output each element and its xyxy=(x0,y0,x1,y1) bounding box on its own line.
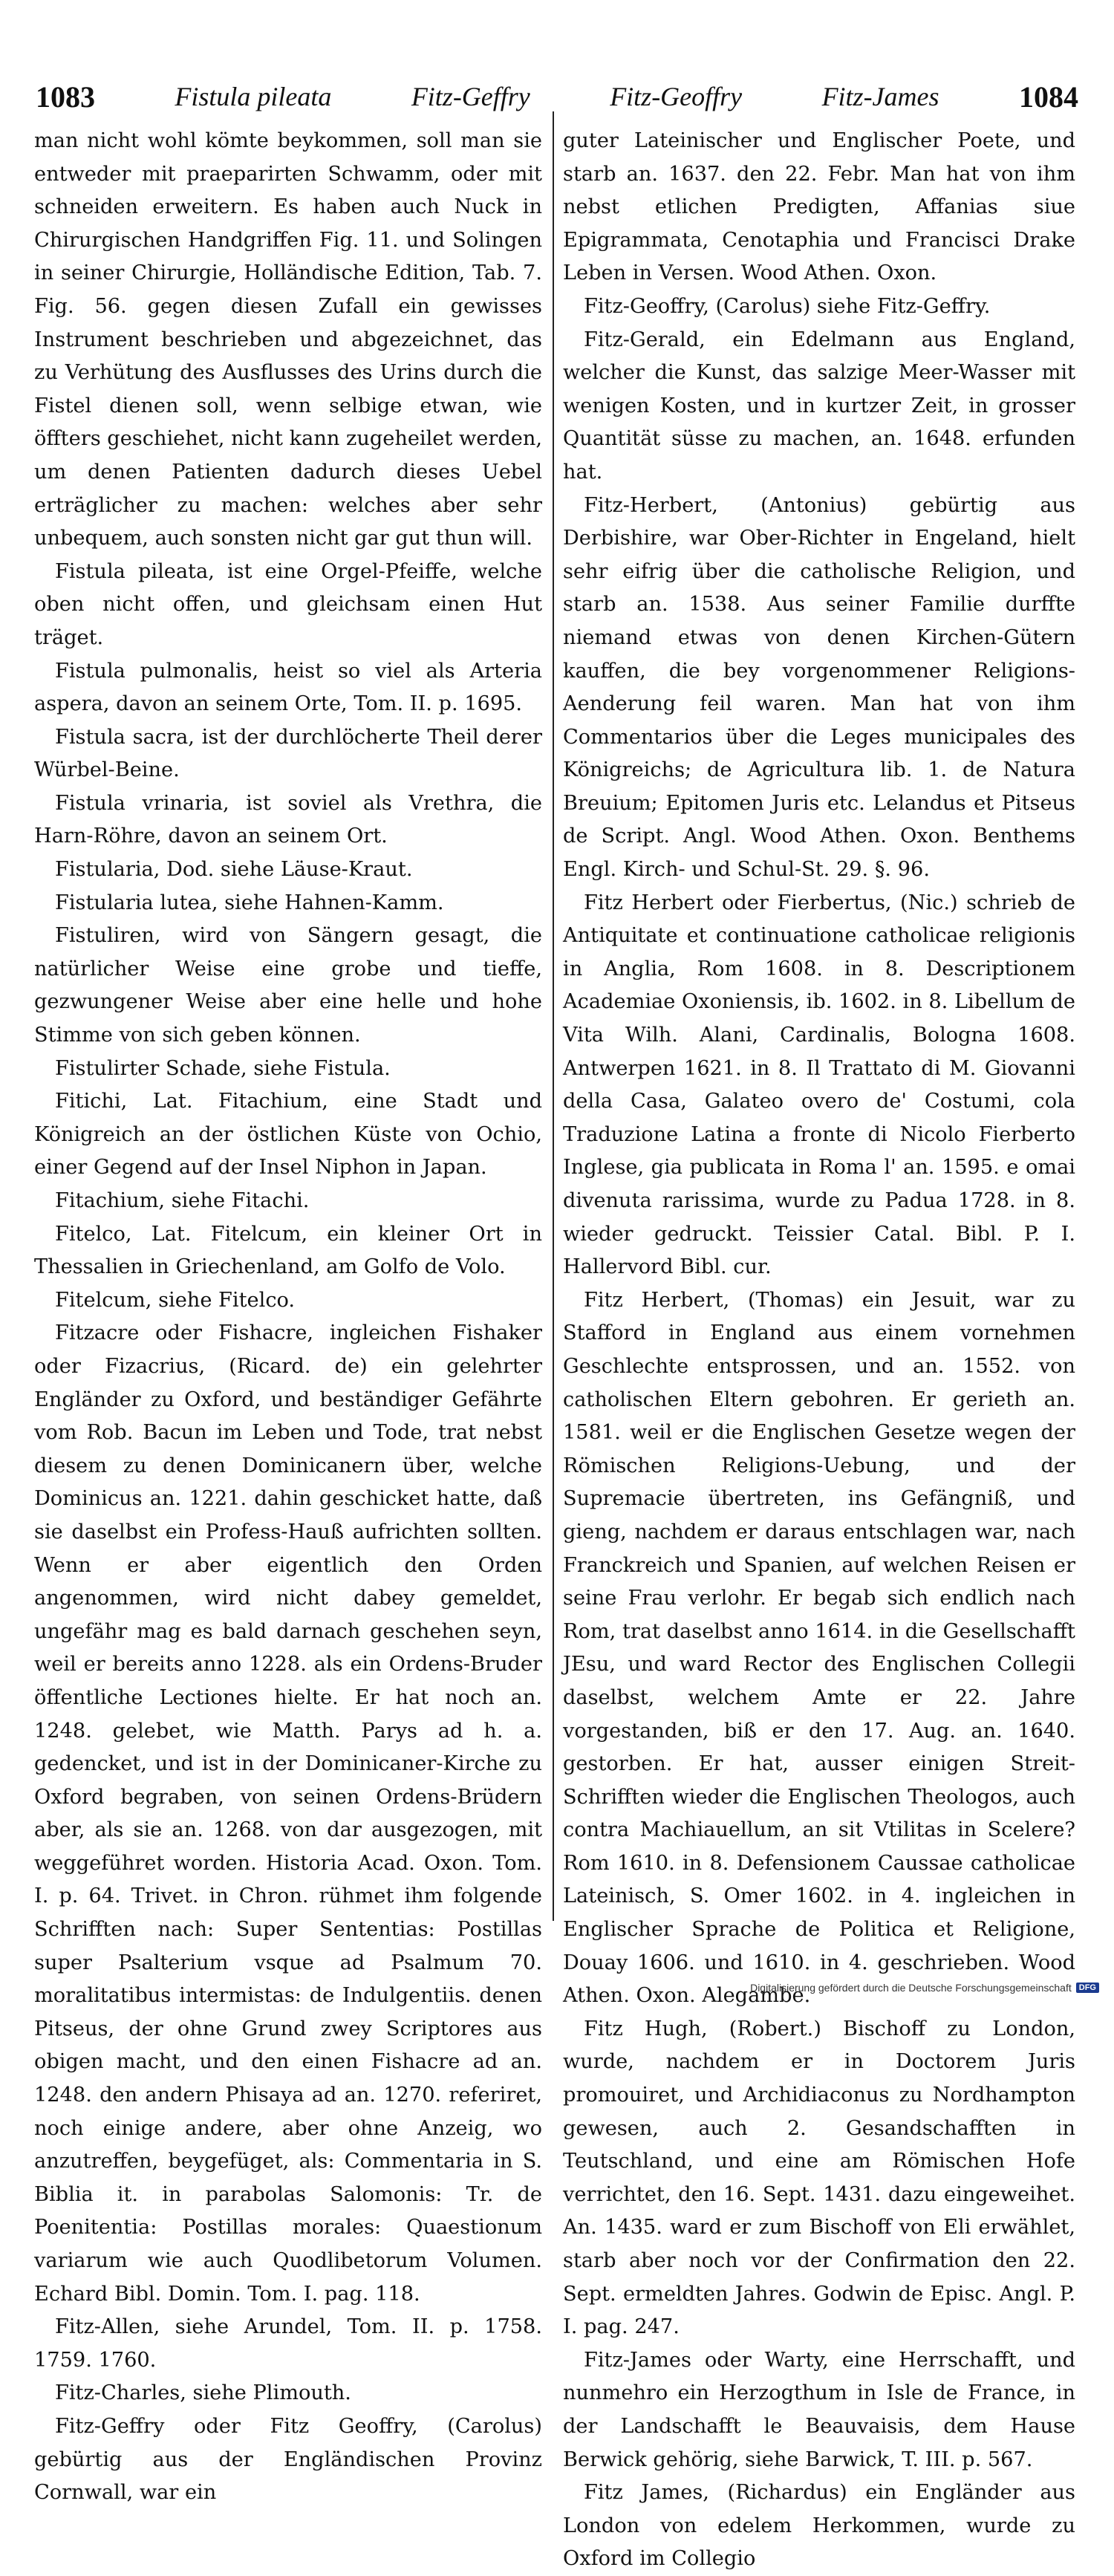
entry-paragraph: Fistularia, Dod. siehe Läuse-Kraut. xyxy=(55,858,413,882)
entry-paragraph: Fistula pileata, ist eine Orgel-Pfeiffe, welche oben nicht offen, und gleichsam einen Hut träget. xyxy=(34,559,542,649)
entry-paragraph: Fitelcum, siehe Fitelco. xyxy=(55,1288,296,1312)
entry-paragraph: Fitz-Allen, siehe Arundel, Tom. II. p. 1758. 1759. 1760. xyxy=(34,2315,542,2372)
entry-paragraph: Fistula sacra, ist der durchlöcherte Theil derer Würbel-Beine. xyxy=(34,725,542,782)
entry-paragraph: Fistula vrinaria, ist soviel als Vrethra, die Harn-Röhre, davon an seinem Ort. xyxy=(34,791,542,848)
entry-paragraph: Fitz James, (Richardus) ein Engländer aus London von edelem Herkommen, wurde zu Oxford im Collegio xyxy=(563,2481,1075,2571)
header-keyword-1: Fistula pileata xyxy=(175,82,332,111)
digitization-credit xyxy=(750,1982,1099,1994)
header-keyword-2: Fitz-Geffry xyxy=(411,82,530,111)
left-column xyxy=(34,125,542,2505)
entry-paragraph: Fitz-Gerald, ein Edelmann aus England, welcher die Kunst, das salzige Meer-Wasser mit wenigen Kosten, und in kurtzer Zeit, in grosser Quantität süsse zu machen, an. 1648. erfunden hat. xyxy=(563,328,1075,484)
dfg-logo: DFG xyxy=(1076,1983,1099,1993)
entry-paragraph: Fitz-Herbert, (Antonius) gebürtig aus Derbishire, war Ober-Richter in Engeland, hielt sehr eifrig über die catholische Religion, und starb an. 1538. Aus seiner Familie durffte niemand etwas von denen Kirchen-Gütern kauffen, die bey vorgenommener Religions-Aenderung feil waren. Man hat von ihm Commentarios über die Leges municipales des Königreichs; de Agricultura lib. 1. de Natura Breuium; Epitomen Juris etc. Lelandus et Pitseus de Script. Angl. Wood Athen. Oxon. Benthems Engl. Kirch- und Schul-St. 29. §. 96. xyxy=(563,493,1075,882)
entry-paragraph: Fitelco, Lat. Fitelcum, ein kleiner Ort in Thessalien in Griechenland, am Golfo de Volo. xyxy=(34,1222,542,1279)
header-keyword-3: Fitz-Geoffry xyxy=(610,82,743,111)
entry-paragraph: Fitz Herbert oder Fierbertus, (Nic.) schrieb de Antiquitate et continuatione catholicae religionis in Anglia, Rom 1608. in 8. Descriptionem Academiae Oxoniensis, ib. 1602. in 8. Libellum de Vita Wilh. Alani, Cardinalis, Bologna 1608. Antwerpen 1621. in 8. Il Trattato di M. Giovanni della Casa, Galateo overo de' Costumi, cola Traduzione Latina a fronte di Nicolo Fierberto Inglese, gia publicata in Roma l' an. 1595. e omai divenuta rarissima, wurde zu Padua 1728. in 8. wieder gedruckt. Teissier Catal. Bibl. P. I. Hallervord Bibl. cur. xyxy=(563,891,1076,1279)
entry-paragraph: Fistula pulmonalis, heist so viel als Arteria aspera, davon an seinem Orte, Tom. II. p. 1695. xyxy=(34,659,542,716)
entry-paragraph: Fitzacre oder Fishacre, ingleichen Fishaker oder Fizacrius, (Ricard. de) ein gelehrter Engländer zu Oxford, und beständiger Gefährte vom Rob. Bacun im Leben und Tode, trat nebst diesem zu denen Dominicanern über, welche Dominicus an. 1221. dahin geschicket hatte, daß sie daselbst ein Profess-Hauß aufrichten sollten. Wenn er aber eigentlich den Orden angenommen, wird nicht dabey gemeldet, ungefähr mag es bald darnach geschehen seyn, weil er bereits anno 1228. als ein Ordens-Bruder öffentliche Lectiones hielte. Er hat noch an. 1248. gelebet, wie Matth. Parys ad h. a. gedencket, und ist in der Dominicaner-Kirche zu Oxford begraben, von seinen Ordens-Brüdern aber, als sie an. 1268. von dar ausgezogen, mit weggeführet worden. Historia Acad. Oxon. Tom. I. p. 64. Trivet. in Chron. rühmet ihm folgende Schrifften nach: Super Sententias: Postillas super Psalterium vsque ad Psalmum 70. moralitatibus intermistas: de Indulgentiis. denen Pitseus, der ohne Grund zwey Scriptores aus obigen macht, und den einen Fishacre ad an. 1248. den andern Phisaya ad an. 1270. referiret, noch einige andere, aber ohne Anzeig, wo anzutreffen, beygefüget, als: Commentaria in S. Biblia it. in parabolas Salomonis: Tr. de Poenitentia: Postillas morales: Quaestionum variarum wie auch Quodlibetorum Volumen. Echard Bibl. Domin. Tom. I. pag. 118. xyxy=(34,1321,542,2306)
entry-paragraph: Fistulirter Schade, siehe Fistula. xyxy=(55,1056,391,1080)
entry-paragraph: man nicht wohl kömte beykommen, soll man sie entweder mit praeparirten Schwamm, oder mit schneiden erweitern. Es haben auch Nuck in Chirurgischen Handgriffen Fig. 11. und Solingen in seiner Chirurgie, Holländische Edition, Tab. 7. Fig. 56. gegen diesen Zufall ein gewisses Instrument beschrieben und abgezeichnet, das zu Verhütung des Ausflusses des Urins durch die Fistel dienen soll, wenn selbige etwan, wie öffters geschiehet, nicht kann zugeheilet werden, um denen Patienten dadurch dieses Uebel erträglicher zu machen: welches aber sehr unbequem, auch sonsten nicht gar gut thun will. xyxy=(34,129,542,550)
entry-paragraph: Fitz Herbert, (Thomas) ein Jesuit, war zu Stafford in England aus einem vornehmen Geschlechte entsprossen, und an. 1552. von catholischen Eltern gebohren. Er gerieth an. 1581. weil er die Englischen Gesetze wegen der Römischen Religions-Uebung, und der Supremacie übertreten, ins Gefängniß, und gieng, nachdem er daraus entschlagen war, nach Franckreich und Spanien, auf welchen Reisen er seine Frau verlohr. Er begab sich endlich nach Rom, trat daselbst anno 1614. in die Gesellschafft JEsu, und ward Rector des Englischen Collegii daselbst, welchem Amte er 22. Jahre vorgestanden, biß er den 17. Aug. an. 1640. gestorben. Er hat, ausser einigen Streit-Schrifften wieder die Englischen Theologos, auch contra Machiauellum, an sit Vtilitas in Scelere? Rom 1610. in 8. Defensionem Caussae catholicae Lateinisch, S. Omer 1602. in 4. ingleichen in Englischer Sprache de Politica et Religione, Douay 1606. und 1610. in 4. geschrieben. Wood Athen. Oxon. Alegambe. xyxy=(563,1288,1075,2008)
page-number-left: 1083 xyxy=(36,79,95,114)
page-number-right: 1084 xyxy=(1018,79,1078,114)
entry-paragraph: Fitz-Geffry oder Fitz Geoffry, (Carolus) gebürtig aus der Engländischen Provinz Cornwall, war ein xyxy=(34,2414,542,2505)
entry-paragraph: Fitz-Charles, siehe Plimouth. xyxy=(55,2381,351,2405)
header-keyword-4: Fitz-James xyxy=(821,82,939,111)
entry-paragraph: Fistularia lutea, siehe Hahnen-Kamm. xyxy=(55,891,444,914)
entry-paragraph: Fitz Hugh, (Robert.) Bischoff zu London, wurde, nachdem er in Doctorem Juris promouiret, und Archidiaconus zu Nordhampton gewesen, auch 2. Gesandschafften in Teutschland, und eine am Römischen Hofe verrichtet, den 16. Sept. 1431. dazu eingeweihet. An. 1435. ward er zum Bischoff von Eli erwählet, starb aber noch vor der Confirmation den 22. Sept. ermeldten Jahres. Godwin de Episc. Angl. P. I. pag. 247. xyxy=(563,2017,1075,2339)
credit-text: Digitalisierung gefördert durch die Deutsche Forschungsgemeinschaft xyxy=(750,1982,1072,1994)
entry-paragraph: Fitichi, Lat. Fitachium, eine Stadt und Königreich an der östlichen Küste von Ochio, einer Gegend auf der Insel Niphon in Japan. xyxy=(34,1090,542,1180)
entry-paragraph: Fitz-James oder Warty, eine Herrschafft, und nunmehro ein Herzogthum in Isle de France, in der Landschafft le Beauvaisis, dem Hause Berwick gehörig, siehe Barwick, T. III. p. 567. xyxy=(563,2348,1075,2471)
entry-paragraph: guter Lateinischer und Englischer Poete, und starb an. 1637. den 22. Febr. Man hat von ihm nebst etlichen Predigten, Affanias siue Epigrammata, Cenotaphia und Francisci Drake Leben in Versen. Wood Athen. Oxon. xyxy=(563,129,1075,285)
column-divider xyxy=(553,111,554,1921)
entry-paragraph: Fitz-Geoffry, (Carolus) siehe Fitz-Geffry. xyxy=(584,294,991,318)
running-header xyxy=(36,74,1078,119)
entry-paragraph: Fitachium, siehe Fitachi. xyxy=(55,1189,310,1212)
entry-paragraph: Fistuliren, wird von Sängern gesagt, die natürlicher Weise eine grobe und tieffe, gezwungener Weise aber eine helle und hohe Stimme von sich geben können. xyxy=(34,924,542,1047)
